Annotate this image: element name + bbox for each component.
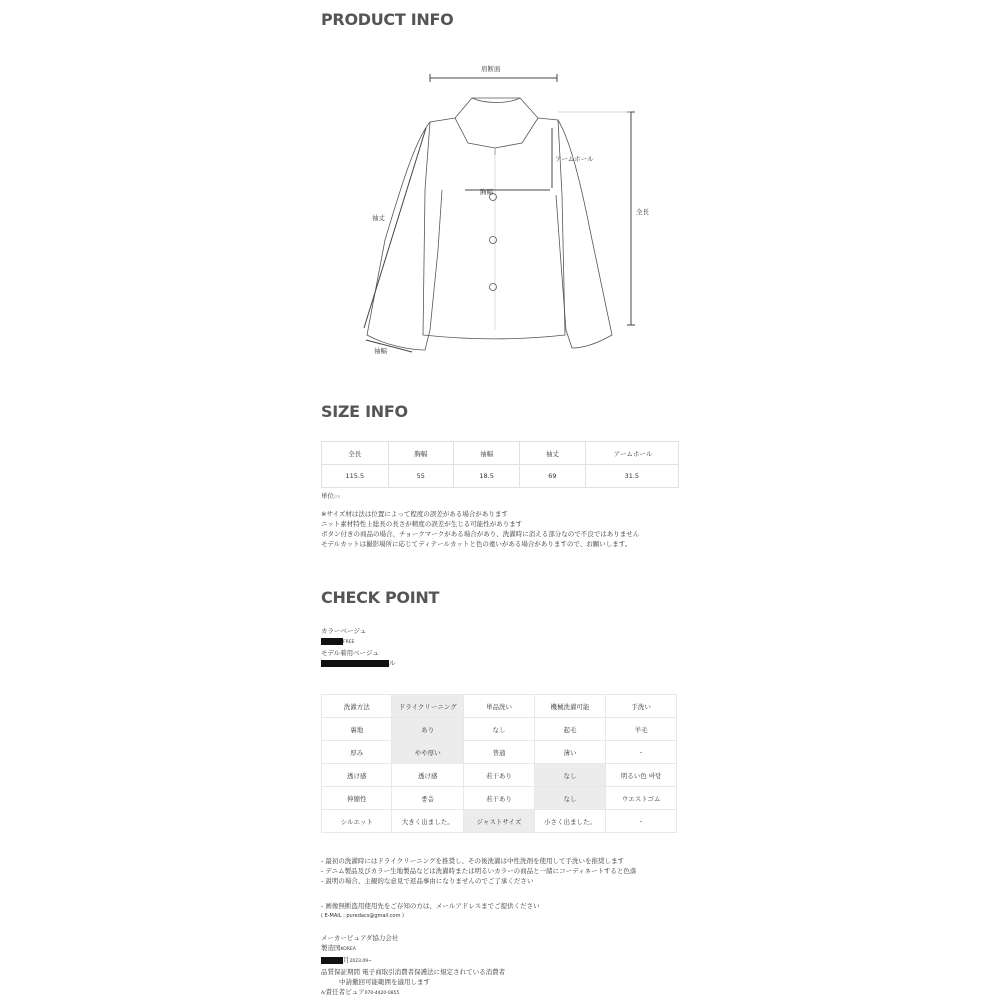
size-header-row [322, 442, 679, 465]
check-cell: ジャストサイズ [463, 810, 534, 833]
size-notes [321, 509, 639, 549]
check-row-label: 厚み [322, 741, 392, 764]
size-suffix: FREE [343, 640, 355, 645]
check-cell: 透け感 [392, 764, 463, 787]
check-cell: あり [392, 718, 463, 741]
warranty-line-1: 品質保証期間 電子商取引消費者保護法に規定されている消費者 [321, 968, 506, 976]
size-note: モデルカットは撮影場所に応じてディテールカットと色の違いがある場合がありますので、お願いします。 [321, 540, 632, 548]
origin-line [321, 943, 505, 955]
check-cell: - [606, 810, 677, 833]
check-cell: 起毛 [534, 718, 605, 741]
check-table [321, 694, 677, 833]
check-row [322, 741, 677, 764]
date-suffix: 月 [343, 956, 350, 964]
jacket-diagram [340, 55, 670, 365]
chest-label: 胸幅 [480, 188, 493, 196]
full-length-label: 全長 [636, 208, 649, 216]
image-note-block [321, 901, 540, 921]
size-value-cell: 18.5 [454, 465, 520, 488]
check-row [322, 695, 677, 718]
warranty-line-2: 中請撤回可能範囲を適用します [339, 978, 430, 986]
maker-block [321, 933, 505, 999]
date-value: 2023.09~ [349, 959, 372, 964]
check-row-label: シルエット [322, 810, 392, 833]
check-cell: 機械洗濯可能 [534, 695, 605, 718]
model-line [321, 658, 396, 668]
size-header-cell: 袖丈 [520, 442, 585, 465]
check-cell: なし [463, 718, 534, 741]
check-row-label: 伸縮性 [322, 787, 392, 810]
redacted-block [321, 957, 343, 964]
origin-value: KOREA [340, 947, 356, 952]
check-cell: 小さく出ました。 [534, 810, 605, 833]
size-header-cell: 全長 [322, 442, 389, 465]
check-cell: - [606, 741, 677, 764]
size-value-row [322, 465, 679, 488]
check-cell: ドライクリーニング [392, 695, 463, 718]
phone: 070-4420-0855 [364, 991, 400, 996]
maker: メーカーピュアダ協力会社 [321, 934, 399, 942]
check-point-heading: CHECK POINT [321, 588, 440, 607]
unit-line [321, 491, 340, 502]
responsible-prefix: A/ [321, 991, 326, 996]
size-value-cell: 31.5 [585, 465, 678, 488]
model-label: モデル着用ベージュ [321, 649, 379, 657]
check-row [322, 764, 677, 787]
sleeve-length-label: 袖丈 [372, 214, 385, 222]
responsible-line [321, 987, 505, 999]
sleeve-width-label: 袖幅 [374, 347, 387, 355]
model-suffix: ル [389, 659, 396, 667]
check-note: - 説明の場合、主観的な意見で返品事由になりませんのでご了承ください [321, 877, 534, 885]
check-cell: 大きく出ました。 [392, 810, 463, 833]
size-note: ボタン付きの商品の場合、チョークマークがある場合があり、洗濯時に消える部分なので不良ではありません [321, 530, 640, 538]
size-header-cell: アームホール [585, 442, 678, 465]
check-row-label: 透け感 [322, 764, 392, 787]
size-value-cell: 69 [520, 465, 585, 488]
product-info-heading: PRODUCT INFO [321, 10, 454, 29]
check-note: - デニム製品及びカラー生地製品などは洗濯時または明るいカラーの商品と一緒にコーディネートすると色落 [321, 867, 637, 875]
check-cell: ウエストゴム [606, 787, 677, 810]
check-row [322, 810, 677, 833]
size-info-heading: SIZE INFO [321, 402, 408, 421]
check-cell: なし [534, 764, 605, 787]
check-cell: 羊毛 [606, 718, 677, 741]
check-cell: やや厚い [392, 741, 463, 764]
check-cell: 若干あり [463, 787, 534, 810]
size-line [321, 636, 396, 648]
email: ( E-MAIL : puredacs@gmail.com ) [321, 913, 405, 919]
armhole-label: アームホール [555, 155, 594, 163]
check-row-label: 洗濯方法 [322, 695, 392, 718]
size-header-cell: 胸幅 [388, 442, 453, 465]
check-row-label: 裏地 [322, 718, 392, 741]
unit-small: cm [334, 494, 341, 499]
size-note: ニット素材特性上総長の長さが精度の誤差が生じる可能性があります [321, 520, 523, 528]
check-cell: 単品洗い [463, 695, 534, 718]
color-info [321, 626, 396, 668]
check-note: - 最初の洗濯時にはドライクリーニングを推奨し、その後洗濯は中性洗剤を使用して手洗いを推奨します [321, 857, 624, 865]
size-header-cell: 袖幅 [454, 442, 520, 465]
size-value-cell: 115.5 [322, 465, 389, 488]
responsible: 責任者ピュア [325, 988, 365, 996]
redacted-block [321, 638, 343, 645]
check-cell: 薄い [534, 741, 605, 764]
check-row [322, 787, 677, 810]
check-cell: なし [534, 787, 605, 810]
check-cell: 明るい色 바탕 [606, 764, 677, 787]
shoulder-label: 肩断面 [481, 65, 501, 73]
date-line [321, 955, 505, 967]
check-row [322, 718, 677, 741]
check-cell: 手洗い [606, 695, 677, 718]
check-cell: 좋음 [392, 787, 463, 810]
unit-label: 単位 [321, 492, 334, 500]
origin-label: 製造国 [321, 944, 341, 952]
size-table [321, 441, 679, 488]
color-label: カラーベージュ [321, 627, 367, 635]
image-note: - 画像無断盗用使用先をご存知の方は、メールアドレスまでご提供ください [321, 902, 540, 910]
check-cell: 普通 [463, 741, 534, 764]
size-note: ※サイズ材は法は位置によって程度の誤差がある場合があります [321, 510, 508, 518]
size-value-cell: 55 [388, 465, 453, 488]
check-cell: 若干あり [463, 764, 534, 787]
check-notes [321, 856, 636, 886]
redacted-block [321, 660, 389, 667]
